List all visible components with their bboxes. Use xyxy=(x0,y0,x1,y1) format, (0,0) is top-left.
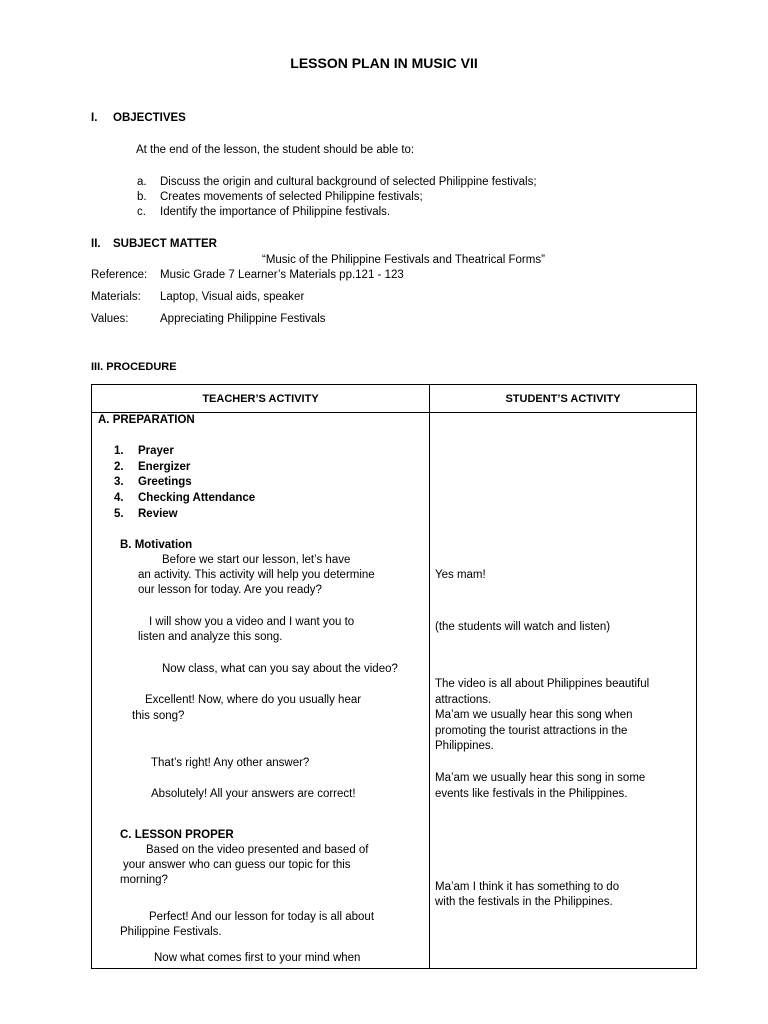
preparation-marker: 1. xyxy=(114,445,124,457)
student-line: attractions. xyxy=(435,694,492,706)
student-line: The video is all about Philippines beautiful xyxy=(435,678,650,690)
preparation-marker: 4. xyxy=(114,492,124,504)
procedure-table xyxy=(91,384,697,969)
motivation-heading: B. Motivation xyxy=(120,539,193,551)
values-label: Values: xyxy=(91,313,129,325)
teacher-line: Before we start our lesson, let’s have xyxy=(162,554,351,566)
student-line: events like festivals in the Philippines. xyxy=(435,788,628,800)
teacher-activity-cell xyxy=(92,413,430,969)
teacher-line: your answer who can guess our topic for this xyxy=(123,859,351,871)
teacher-line: an activity. This activity will help you determine xyxy=(138,569,375,581)
materials-label: Materials: xyxy=(91,291,141,303)
subject-heading: SUBJECT MATTER xyxy=(113,238,217,250)
objective-item: Creates movements of selected Philippine festivals; xyxy=(160,191,423,203)
objective-marker: c. xyxy=(137,206,146,218)
objective-marker: a. xyxy=(137,176,147,188)
teacher-line: Excellent! Now, where do you usually hear xyxy=(145,694,362,706)
student-line: with the festivals in the Philippines. xyxy=(435,896,613,908)
preparation-heading: A. PREPARATION xyxy=(98,414,195,426)
table-header-row xyxy=(92,385,697,413)
student-line: Yes mam! xyxy=(435,569,486,581)
table-body-row xyxy=(92,413,697,969)
teacher-line: Now class, what can you say about the video? xyxy=(162,663,398,675)
objectives-intro: At the end of the lesson, the student should be able to: xyxy=(136,144,415,156)
teacher-line: morning? xyxy=(120,874,168,886)
student-activity-header: STUDENT’S ACTIVITY xyxy=(430,385,697,413)
reference-value: Music Grade 7 Learner’s Materials pp.121 - 123 xyxy=(160,269,404,281)
teacher-line: That’s right! Any other answer? xyxy=(151,757,310,769)
subject-topic: “Music of the Philippine Festivals and Theatrical Forms” xyxy=(262,254,545,266)
teacher-line: Philippine Festivals. xyxy=(120,926,222,938)
student-line: Ma’am we usually hear this song when xyxy=(435,709,633,721)
teacher-line: this song? xyxy=(132,710,185,722)
preparation-item: Greetings xyxy=(138,476,192,488)
lesson-proper-heading: C. LESSON PROPER xyxy=(120,829,234,841)
objective-marker: b. xyxy=(137,191,147,203)
objective-item: Discuss the origin and cultural background of selected Philippine festivals; xyxy=(160,176,537,188)
student-line: Ma’am I think it has something to do xyxy=(435,881,620,893)
preparation-item: Checking Attendance xyxy=(138,492,256,504)
teacher-line: Based on the video presented and based of xyxy=(146,844,369,856)
student-line: promoting the tourist attractions in the xyxy=(435,725,628,737)
values-value: Appreciating Philippine Festivals xyxy=(160,313,326,325)
teacher-activity-header: TEACHER’S ACTIVITY xyxy=(92,385,430,413)
student-line: Ma’am we usually hear this song in some xyxy=(435,772,646,784)
preparation-item: Energizer xyxy=(138,461,191,473)
objective-item: Identify the importance of Philippine festivals. xyxy=(160,206,391,218)
materials-value: Laptop, Visual aids, speaker xyxy=(160,291,305,303)
teacher-line: our lesson for today. Are you ready? xyxy=(138,584,322,596)
teacher-line: Absolutely! All your answers are correct! xyxy=(151,788,356,800)
objectives-numeral: I. xyxy=(91,112,98,124)
student-line: Philippines. xyxy=(435,740,494,752)
reference-label: Reference: xyxy=(91,269,148,281)
preparation-item: Prayer xyxy=(138,445,174,457)
student-line: (the students will watch and listen) xyxy=(435,621,611,633)
preparation-marker: 2. xyxy=(114,461,124,473)
student-activity-cell xyxy=(430,413,697,969)
objectives-heading: OBJECTIVES xyxy=(113,112,186,124)
preparation-marker: 5. xyxy=(114,508,124,520)
procedure-heading: III. PROCEDURE xyxy=(91,361,177,373)
subject-numeral: II. xyxy=(91,238,101,250)
teacher-line: listen and analyze this song. xyxy=(138,631,283,643)
teacher-line: Perfect! And our lesson for today is all about xyxy=(149,911,375,923)
preparation-item: Review xyxy=(138,508,178,520)
teacher-line: Now what comes first to your mind when xyxy=(154,952,361,964)
page-title: LESSON PLAN IN MUSIC VII xyxy=(290,55,478,71)
teacher-line: I will show you a video and I want you to xyxy=(149,616,355,628)
preparation-marker: 3. xyxy=(114,476,124,488)
